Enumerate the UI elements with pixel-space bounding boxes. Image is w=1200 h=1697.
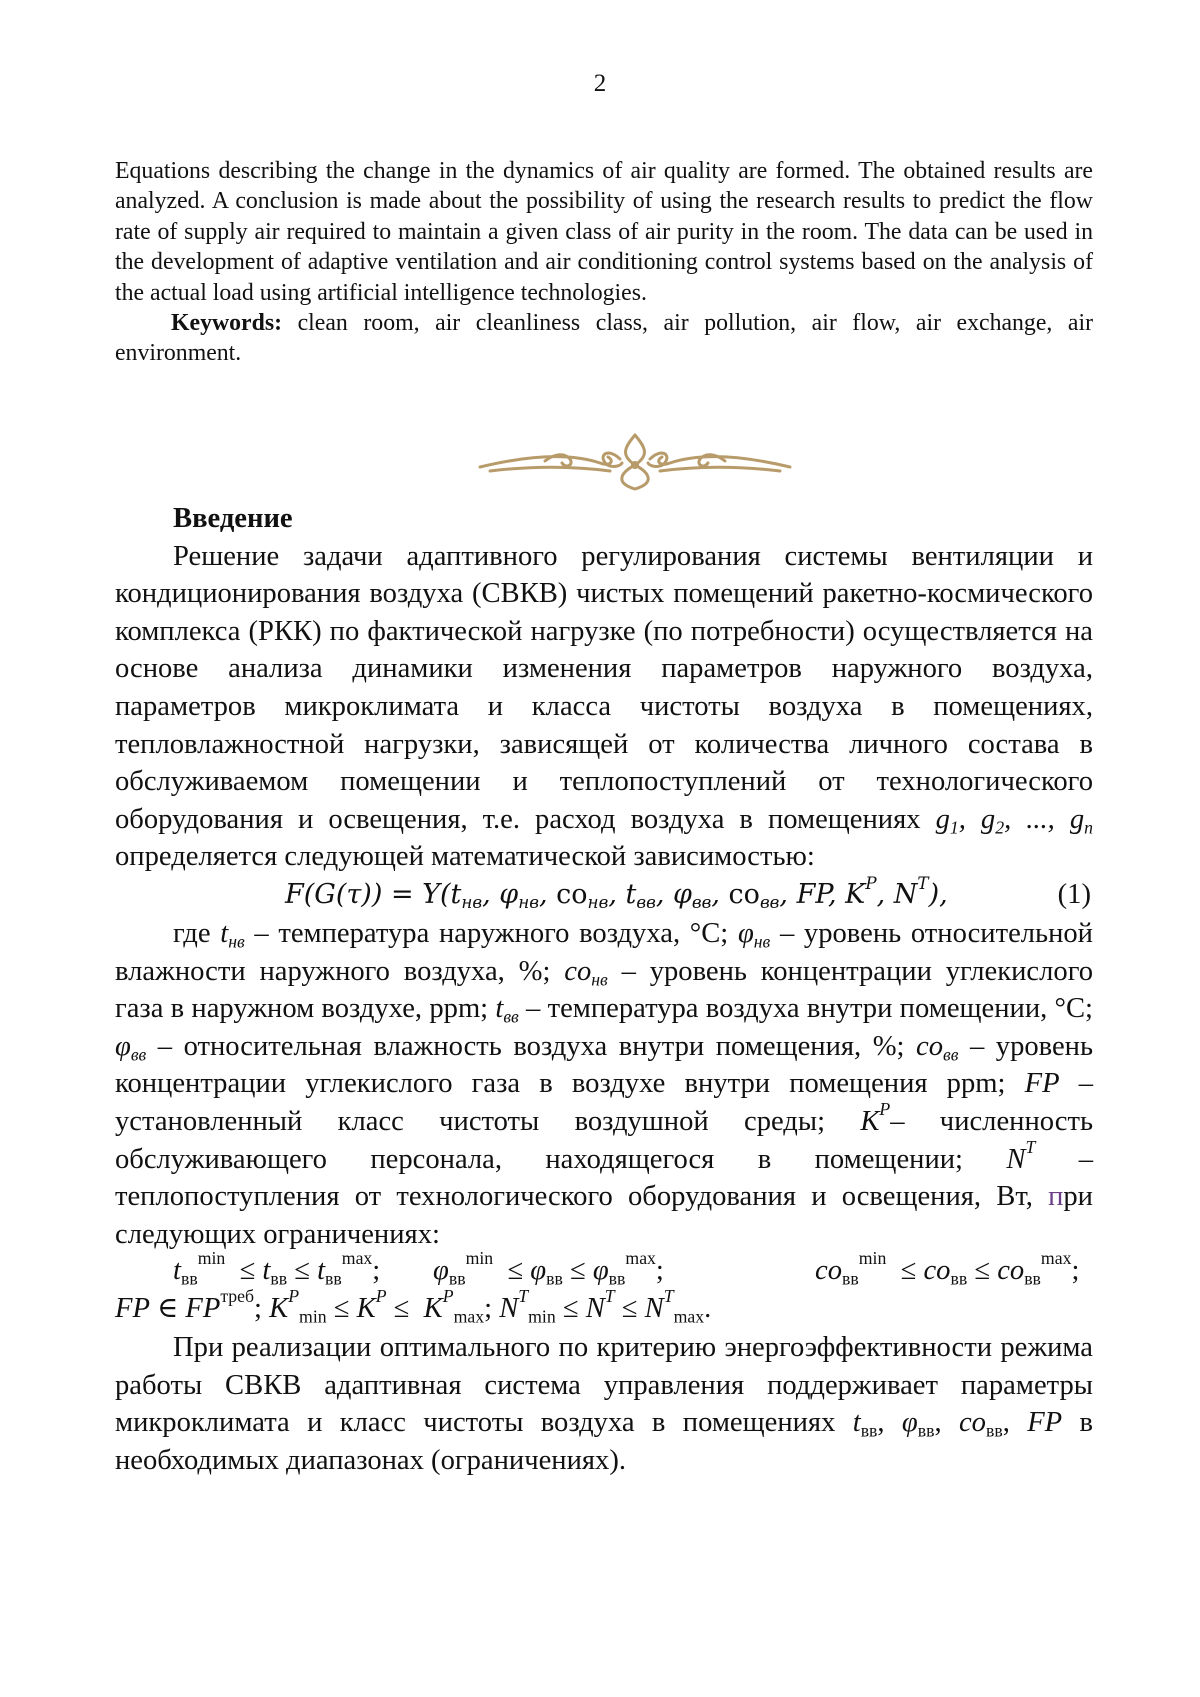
- variable-definitions: где $t_{нв}$ – температура наружного воздуха, °С; $\varphi_{нв}$ – уровень относительной влажности наружного воздуха, %; $co_{нв}$ – уровень концентрации углекислого газа в наружном воздухе, ppm; $t_{вв}$ – температура воздуха внутри помещении, °С; $\varphi_{вв}$ – относительная влажность воздуха внутри помещения, %; $co_{вв}$ – уровень концентрации углекислого газа в воздухе внутри помещения ppm; FP – установленный класс чистоты воздушной среды; $K^P-$ численность обслуживающего персонала, находящегося в помещении; $N^T$ – теплопоступления от технологического оборудования и освещения, Вт, при следующих ограничениях:: [115, 917, 1094, 1250]
- constraints-block: [115, 1248, 1093, 1329]
- section-heading: Введение: [173, 503, 293, 534]
- ornament-divider-icon: [470, 425, 800, 495]
- keywords-text: clean room, air cleanliness class, air pollution, air flow, air exchange, air environment.: [115, 310, 1094, 367]
- equation-number: (1): [1057, 878, 1091, 910]
- introduction-section: [115, 500, 1093, 1480]
- flow-variables: $g_1$, $g_2$, ..., $g_n$: [935, 803, 1093, 838]
- keywords-paragraph: [115, 308, 1093, 369]
- constraint-humidity: $\varphi_{вв}^{min} \le \varphi_{вв} \le \varphi_{вв}^{max}$;: [433, 1248, 664, 1289]
- constraints-row-2: [115, 1286, 1093, 1329]
- intro-paragraph-3: При реализации оптимального по критерию энергоэффективности режима работы СВКВ адаптивная система управления поддерживает параметры микроклимата и класс чистоты воздуха в помещениях $t_{вв}$, $\varphi_{вв}$, $co_{вв}$, FP в необходимых диапазонах (ограничениях).: [115, 1332, 1094, 1477]
- intro-paragraph-1: Решение задачи адаптивного регулирования системы вентиляции и кондиционирования воздуха (СВКВ) чистых помещений ракетно-космического комплекса (РКК) по фактической нагрузке (по потребности) осуществляется на основе анализа динамики изменения параметров наружного воздуха, параметров микроклимата и класса чистоты воздуха в помещениях, тепловлажностной нагрузки, зависящей от количества личного состава в обслуживаемом помещении и теплопоступлений от технологического оборудования и освещения, т.е. расход воздуха в помещениях $g_1$, $g_2$, ..., $g_n$ определяется следующей математической зависимостью:: [115, 540, 1093, 873]
- constraint-class-personnel-heat: FP ∈ $FP^{треб}$; $K^P_{min} \le K^P \le K^P_{max}$; $N^T_{min} \le N^T \le N^T_{max}$.: [115, 1286, 712, 1327]
- keywords-label: Keywords:: [171, 310, 283, 337]
- constraint-co2: $co_{вв}^{min} \le co_{вв} \le co_{вв}^{max}$;: [815, 1248, 1080, 1289]
- page-number: 2: [593, 70, 607, 97]
- equation-1: [115, 872, 1093, 915]
- abstract-text: Equations describing the change in the dynamics of air quality are formed. The obtained results are analyzed. A conclusion is made about the possibility of using the research results to predict the flow rate of supply air required to maintain a given class of air purity in the room. The data can be used in the development of adaptive ventilation and air conditioning control systems based on the analysis of the actual load using artificial intelligence technologies.: [115, 158, 1093, 306]
- constraint-temperature: $t_{вв}^{min} \le t_{вв} \le t_{вв}^{max}$;: [173, 1248, 381, 1289]
- abstract: [115, 156, 1093, 369]
- equation-formula: $F(G(\tau)) = Y(t_{нв}$, $\varphi_{нв}$, $co_{нв}$, $t_{вв}$, $\varphi_{вв}$, $co_{вв}$, FP, $K^P$, $N^T$),: [285, 872, 948, 912]
